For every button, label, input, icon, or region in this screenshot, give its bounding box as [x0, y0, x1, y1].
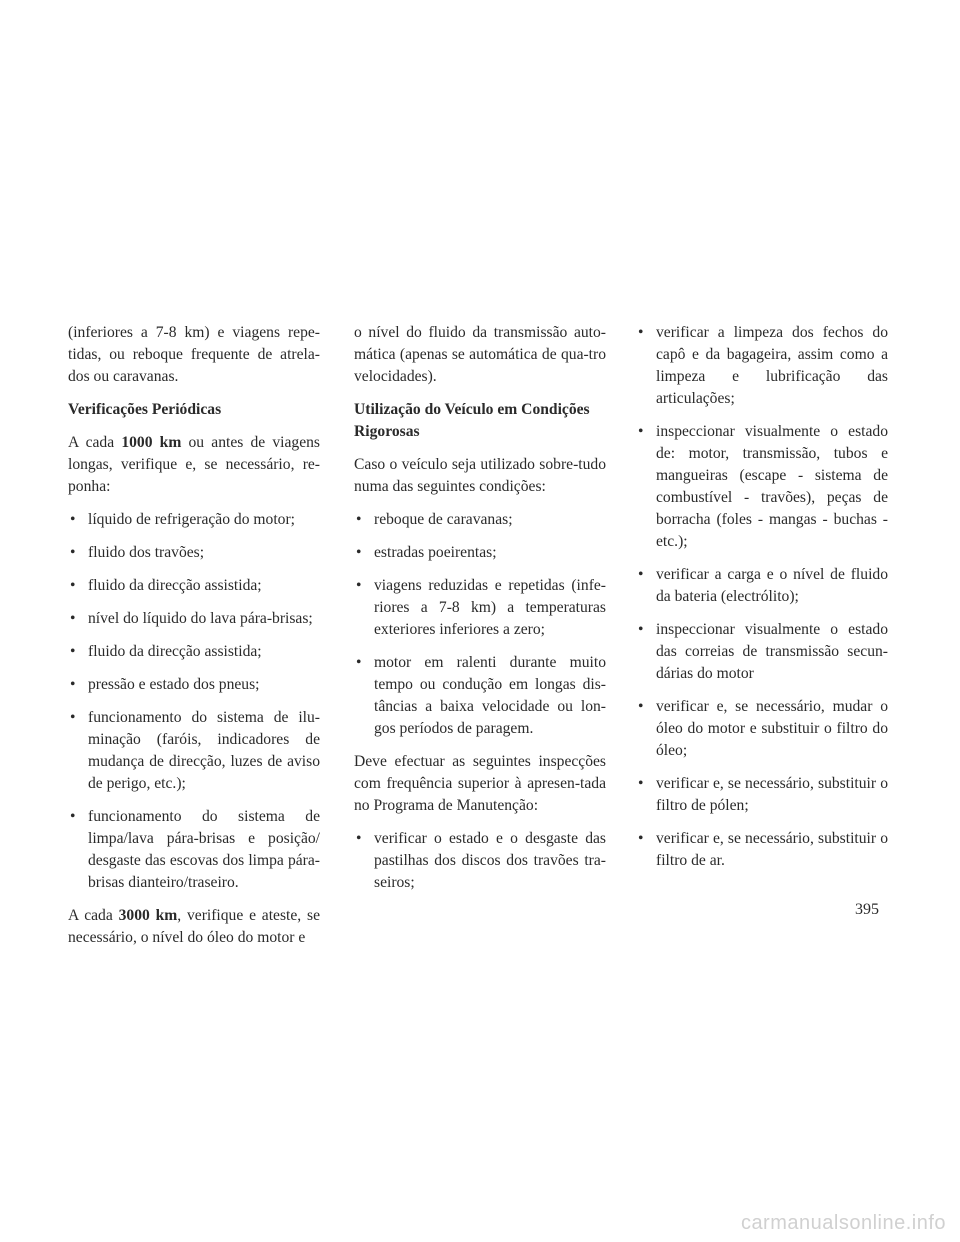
inspections-list: [354, 828, 606, 894]
column-right: [636, 322, 888, 883]
inspections-list-continued: [636, 322, 888, 872]
paragraph-3000km: A cada 3000 km, verifique e ateste, se necessário, o nível do óleo do motor e: [68, 907, 320, 946]
list-item: • verificar o estado e o desgaste das pastilhas dos discos dos travões tra-seiros;: [354, 828, 606, 894]
section-heading-severe-conditions: Utilização do Veículo em Condições Rigorosas: [354, 401, 590, 440]
list-item: • verificar e, se necessário, substituir o filtro de pólen;: [636, 773, 888, 817]
paragraph-1000km: A cada 1000 km ou antes de viagens longas, verifique e, se necessário, re-ponha:: [68, 434, 321, 495]
page-number: 395: [855, 901, 879, 918]
list-item: • estradas poeirentas;: [354, 542, 606, 564]
list-item: • nível do líquido do lava pára-brisas;: [68, 608, 320, 630]
section-heading-periodic-checks: Verificações Periódicas: [68, 401, 222, 418]
column-left: [68, 322, 320, 960]
list-item: • verificar e, se necessário, mudar o óleo do motor e substituir o filtro do óleo;: [636, 696, 888, 762]
conditions-paragraph: Caso o veículo seja utilizado sobre-tudo numa das seguintes condições:: [354, 456, 606, 495]
list-item: • viagens reduzidas e repetidas (infe-riores a 7-8 km) a temperaturas exteriores inferiores a zero;: [354, 575, 606, 641]
list-item: • pressão e estado dos pneus;: [68, 674, 320, 696]
column-middle: [354, 322, 606, 905]
list-item: • motor em ralenti durante muito tempo ou condução em longas dis-tâncias a baixa velocidade ou lon-gos períodos de paragem.: [354, 652, 606, 740]
periodic-checks-list: [68, 509, 320, 894]
conditions-list: [354, 509, 606, 740]
inspections-paragraph: Deve efectuar as seguintes inspecções com frequência superior à apresen-tada no Programa de Manutenção:: [354, 753, 606, 814]
distance-3000km: 3000 km: [118, 907, 178, 924]
intro-paragraph: o nível do fluido da transmissão auto-mática (apenas se automática de qua-tro velocidades).: [354, 324, 606, 385]
list-item: • fluido da direcção assistida;: [68, 641, 320, 663]
list-item: • funcionamento do sistema de limpa/lava pára-brisas e posição/ desgaste das escovas dos limpa pára-brisas dianteiro/traseiro.: [68, 806, 320, 894]
watermark: carmanualsonline.info: [740, 1212, 946, 1234]
list-item: • funcionamento do sistema de ilu-minação (faróis, indicadores de mudança de direcção, luzes de aviso de perigo, etc.);: [68, 707, 320, 795]
list-item: • inspeccionar visualmente o estado das correias de transmissão secun-dárias do motor: [636, 619, 888, 685]
list-item: • verificar a limpeza dos fechos do capô e da bagageira, assim como a limpeza e lubrificação das articulações;: [636, 322, 888, 410]
list-item: • líquido de refrigeração do motor;: [68, 509, 320, 531]
list-item: • inspeccionar visualmente o estado de: motor, transmissão, tubos e mangueiras (escape - sistema de combustível - travões), peças de borracha (foles - mangas - buchas - etc.);: [636, 421, 888, 553]
list-item: • verificar e, se necessário, substituir o filtro de ar.: [636, 828, 888, 872]
list-item: • fluido da direcção assistida;: [68, 575, 320, 597]
distance-1000km: 1000 km: [121, 434, 182, 451]
intro-paragraph: (inferiores a 7-8 km) e viagens repe-tidas, ou reboque frequente de atrela-dos ou caravanas.: [68, 324, 320, 385]
list-item: • verificar a carga e o nível de fluido da bateria (electrólito);: [636, 564, 888, 608]
list-item: • reboque de caravanas;: [354, 509, 606, 531]
list-item: • fluido dos travões;: [68, 542, 320, 564]
